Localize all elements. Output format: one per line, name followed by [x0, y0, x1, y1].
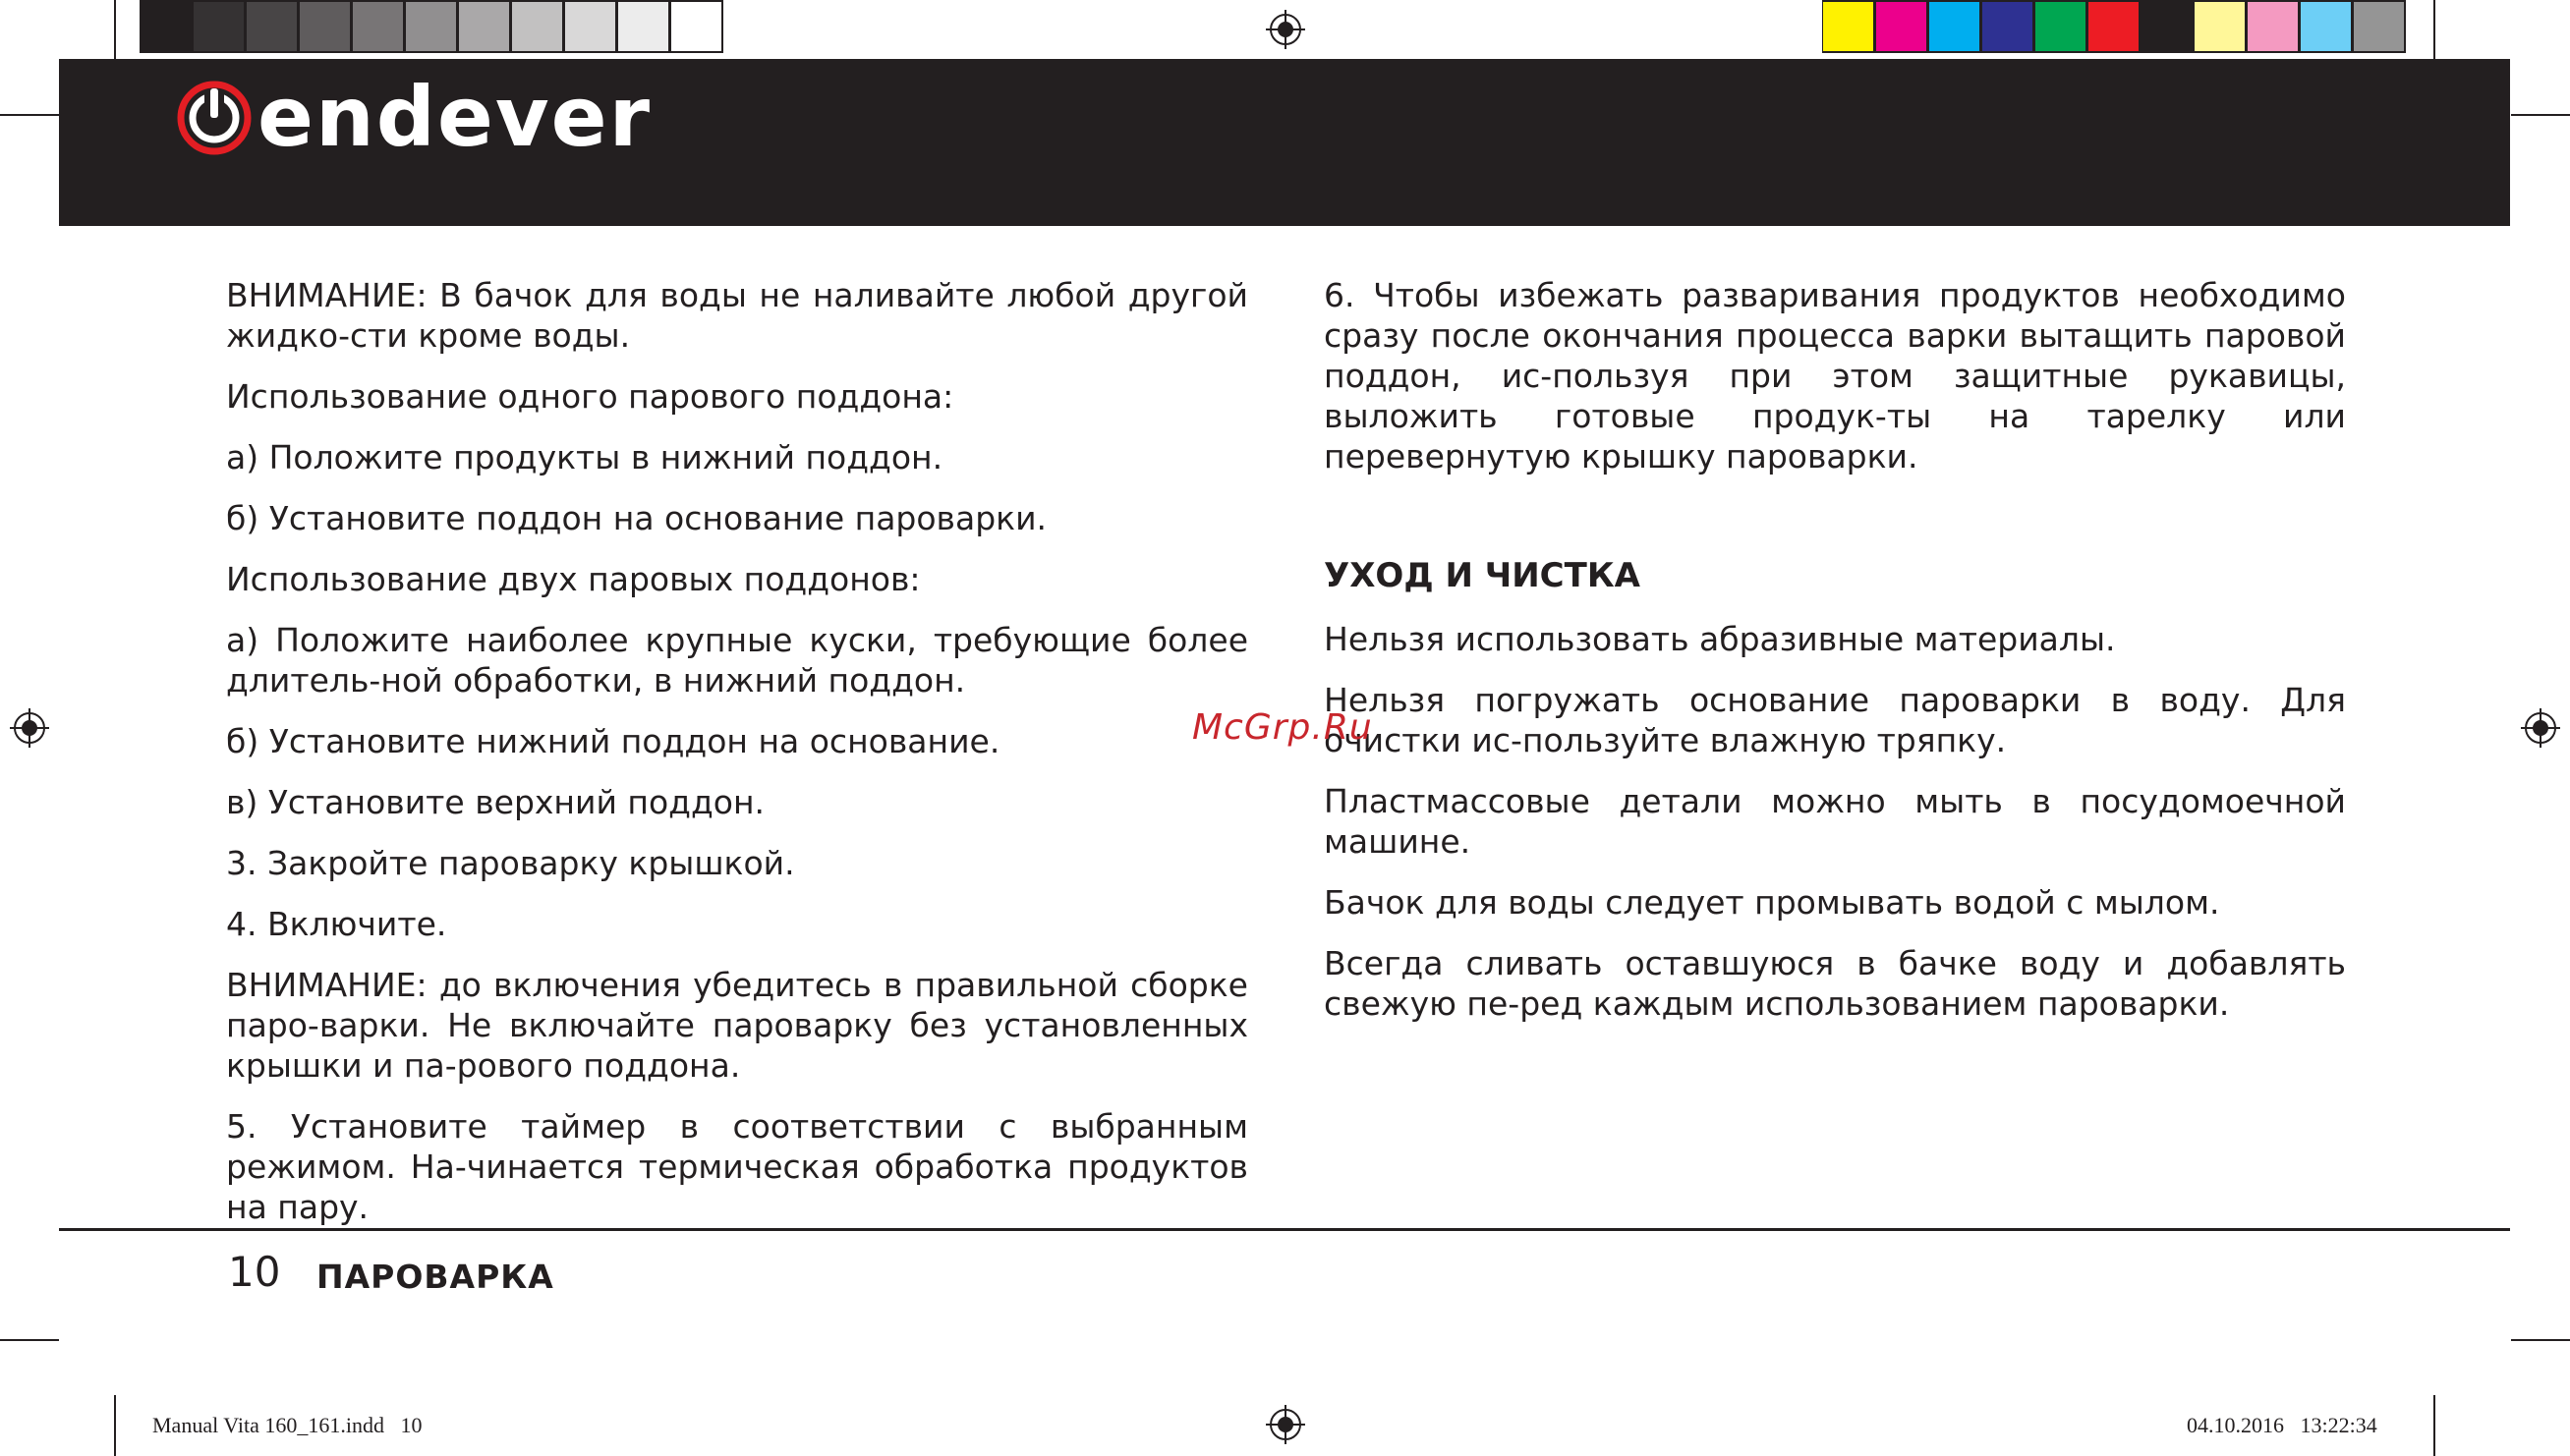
color-swatch: [617, 0, 670, 53]
color-swatch: [670, 0, 723, 53]
instruction-paragraph: в) Установите верхний поддон.: [226, 783, 766, 821]
crop-mark: [0, 1339, 59, 1341]
slug-file-name: Manual Vita 160_161.indd 10: [152, 1413, 423, 1437]
crop-mark: [0, 114, 59, 116]
svg-text:endever: endever: [257, 69, 653, 165]
section-title: ПАРОВАРКА: [316, 1258, 554, 1296]
color-swatch: [140, 0, 193, 53]
page-number: 10: [228, 1248, 281, 1296]
care-paragraph: Нельзя использовать абразивные материалы.: [1324, 620, 2116, 658]
registration-mark-icon: [2521, 708, 2560, 748]
color-swatch: [405, 0, 458, 53]
instruction-paragraph: Использование одного парового поддона:: [226, 377, 954, 416]
care-paragraph: Нельзя погружать основание пароварки в воду. Для очистки ис-пользуйте влажную тряпку.: [1324, 681, 2346, 759]
instruction-paragraph: б) Установите нижний поддон на основание.: [226, 722, 1000, 760]
crop-mark: [114, 1395, 116, 1456]
color-swatch: [1822, 0, 1875, 53]
right-text-column: [1324, 275, 2346, 1044]
instruction-paragraph: 3. Закройте пароварку крышкой.: [226, 844, 795, 882]
instruction-paragraph: а) Положите продукты в нижний поддон.: [226, 438, 943, 476]
footer-rule: [59, 1228, 2510, 1231]
color-swatch: [299, 0, 352, 53]
instruction-paragraph: б) Установите поддон на основание пароварки.: [226, 499, 1048, 537]
crop-mark: [2511, 114, 2570, 116]
crop-mark: [2433, 0, 2435, 59]
instruction-paragraph: а) Положите наиболее крупные куски, требующие более длитель-ной обработки, в нижний поддон.: [226, 621, 1248, 700]
instruction-paragraph: 5. Установите таймер в соответствии с выбранным режимом. На-чинается термическая обработка продуктов на пару.: [226, 1107, 1248, 1226]
registration-mark-icon: [1266, 1405, 1305, 1444]
warning-paragraph: ВНИМАНИЕ: В бачок для воды не наливайте любой другой жидко-сти кроме воды.: [226, 276, 1248, 355]
instruction-paragraph: 6. Чтобы избежать разваривания продуктов необходимо сразу после окончания процесса варки вытащить паровой поддон, ис-пользуя при этом защитные рукавицы, выложить готовые продук-ты на тарелку или перевернутую крышку пароварки.: [1324, 276, 2346, 476]
color-swatch: [2247, 0, 2300, 53]
care-paragraph: Всегда сливать оставшуюся в бачке воду и добавлять свежую пе-ред каждым использованием пароварки.: [1324, 944, 2346, 1023]
color-swatch: [511, 0, 564, 53]
endever-logo: [167, 69, 658, 167]
color-swatch: [2300, 0, 2353, 53]
color-swatch: [1981, 0, 2034, 53]
color-swatch: [193, 0, 246, 53]
color-swatch: [246, 0, 299, 53]
registration-mark-icon: [1266, 10, 1305, 49]
section-spacer: [1324, 497, 2346, 554]
grayscale-color-bar: [140, 0, 723, 57]
watermark: McGrp.Ru: [1192, 707, 1373, 748]
care-heading: УХОД И ЧИСТКА: [1324, 556, 1640, 595]
color-swatch: [2353, 0, 2406, 53]
care-paragraph: Бачок для воды следует промывать водой с мылом.: [1324, 883, 2220, 922]
cmyk-color-bar: [1822, 0, 2406, 57]
color-swatch: [458, 0, 511, 53]
color-swatch: [2087, 0, 2141, 53]
color-swatch: [564, 0, 617, 53]
crop-mark: [2511, 1339, 2570, 1341]
color-swatch: [2194, 0, 2247, 53]
registration-mark-icon: [10, 708, 49, 748]
slug-timestamp: 04.10.2016 13:22:34: [2187, 1413, 2377, 1437]
warning-paragraph: ВНИМАНИЕ: до включения убедитесь в правильной сборке паро-варки. Не включайте пароварку без установленных крышки и па-рового поддона.: [226, 966, 1248, 1085]
care-paragraph: Пластмассовые детали можно мыть в посудомоечной машине.: [1324, 782, 2346, 861]
instruction-paragraph: 4. Включите.: [226, 905, 447, 943]
color-swatch: [352, 0, 405, 53]
color-swatch: [2034, 0, 2087, 53]
color-swatch: [2141, 0, 2194, 53]
left-text-column: [226, 275, 1248, 1248]
color-swatch: [1928, 0, 1981, 53]
crop-mark: [2433, 1395, 2435, 1456]
crop-mark: [114, 0, 116, 59]
color-swatch: [1875, 0, 1928, 53]
instruction-paragraph: Использование двух паровых поддонов:: [226, 560, 921, 598]
